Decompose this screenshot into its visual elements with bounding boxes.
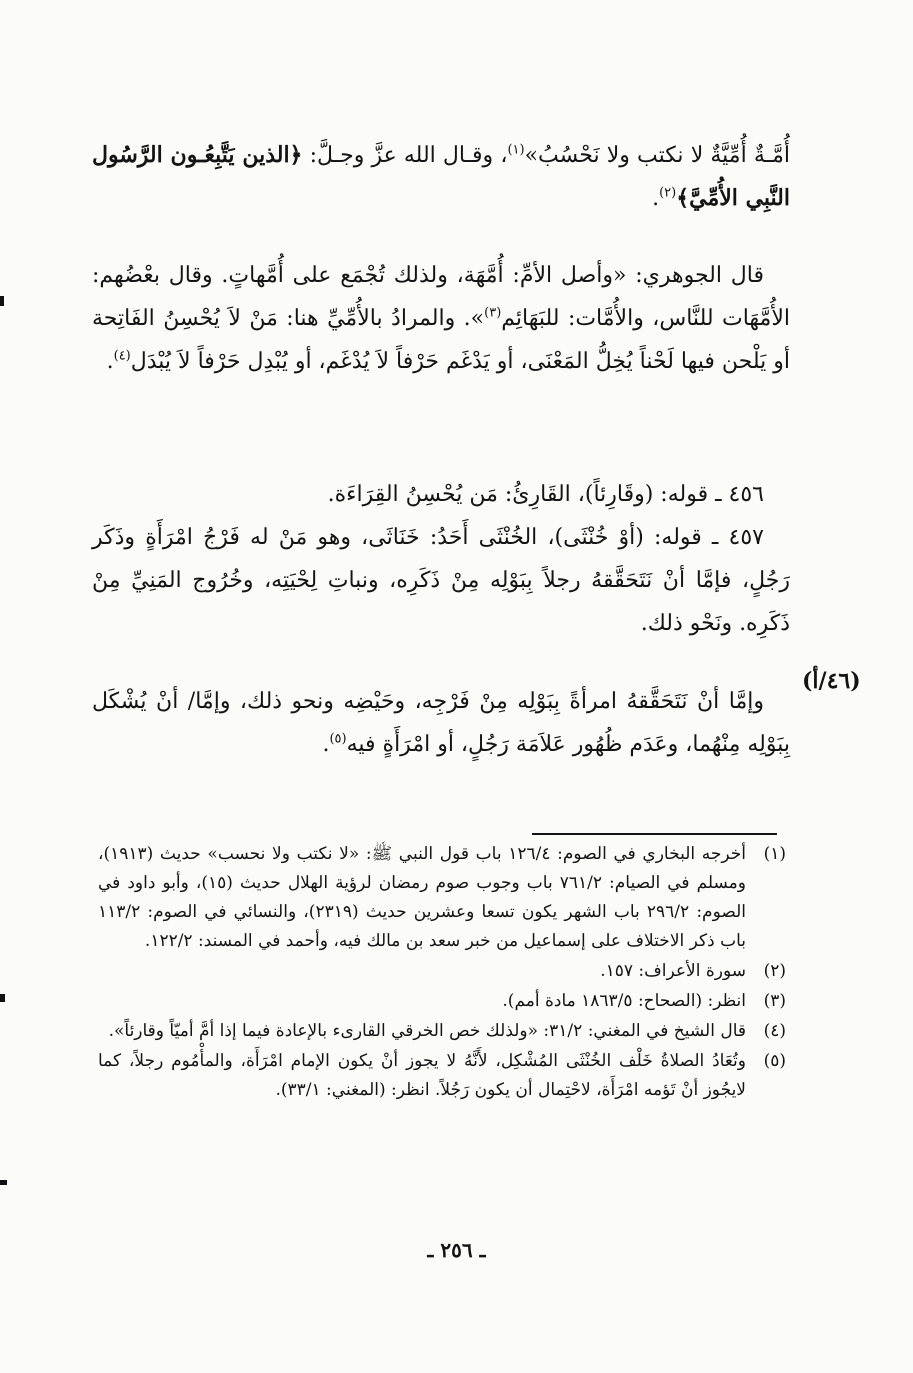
scan-mark [0, 296, 4, 306]
footnote-text: انظر: (الصحاح: ١٨٦٣/٥ مادة أمم). [502, 991, 746, 1011]
footnote-number: (٤) [763, 1021, 786, 1041]
footnote-text: سورة الأعراف: ١٥٧. [600, 961, 746, 981]
footnote-ref-5: (٥) [329, 731, 347, 747]
footnote-4 [98, 1017, 786, 1046]
paragraph-hadith-quote [92, 134, 790, 220]
footnote-number: (٥) [763, 1051, 786, 1071]
jawhari-text: قال الجوهري: «وأصل الأمِّ: أُمَّهَة، ولذلك تُجْمَع على أُمَّهاتٍ. وقال بعْضُهم: الأُمَّهَات للنَّاس، والأُمَّات: للبَهَائِم [92, 263, 790, 331]
sentence-end: . [322, 732, 330, 757]
scan-mark [0, 994, 5, 1002]
paragraph-456: ٤٥٦ ـ قوله: (وقَارِئاً)، القَارِئُ: مَن يُحْسِنُ القِرَاءَة. [327, 482, 764, 507]
quran-verse: ﴿الذين يَتَّبِعُـون الرَّسُول النَّبِي الأُمِّيَّ﴾ [92, 142, 790, 211]
transition-text: ، وقـال الله عزَّ وجـلَّ: [302, 143, 508, 168]
footnote-number: (١) [763, 844, 786, 864]
sentence-end: . [652, 186, 660, 211]
footnote-text: قال الشيخ في المغني: ٣١/٢: «ولذلك خص الخرقي القارىء بالإعادة فيما إذا أمَّ أميّاً وقارئاً». [108, 1021, 746, 1041]
paragraph-jawhari [92, 254, 790, 383]
sentence-end: . [106, 349, 114, 374]
footnote-text: وتُعَادُ الصلاةُ خَلْف الخُنْثَى المُشْكِل، لأَنَّهُ لا يجوز أنْ يكون الإمام امْرَأَة، والمأْمُوم رجلاً، كما لايجُوز أنْ تَؤمه امْرَأَة، لاحْتِمال أن يكون رَجُلاً. انظر: (المغني: ٣٣/١). [98, 1051, 746, 1100]
footnote-separator [532, 833, 777, 835]
paragraph-continuation [92, 680, 790, 766]
footnote-ref-3: (٣) [484, 305, 502, 321]
footnotes [98, 840, 786, 1106]
footnote-ref-1: (١) [507, 142, 525, 158]
footnote-ref-4: (٤) [113, 348, 131, 364]
footnote-text: أخرجه البخاري في الصوم: ١٢٦/٤ باب قول النبي ﷺ: «لا نكتب ولا نحسب» حديث (١٩١٣)، ومسلم في الصيام: ٧٦١/٢ باب وجوب صوم رمضان لرؤية الهلال حديث (١٥)، وأبو داود في الصوم: ٢٩٦/٢ باب الشهر يكون تسعا وعشرين حديث (٢٣١٩)، والنسائي في الصوم: ١١٣/٢ باب ذكر الاختلاف على إسماعيل من خبر سعد بن مالك فيه، وأحمد في المسند: ١٢٢/٢. [98, 844, 746, 951]
page-number: ـ ٢٥٦ ـ [427, 1238, 486, 1262]
footnote-5 [98, 1047, 786, 1105]
continuation-text: وإمَّا أنْ نَتَحَقَّقهُ امرأةً بِبَوْلِه مِنْ فَرْجِه، وحَيْضِه ونحو ذلك، وإمَّا/ أنْ يُشْكَل بِبَوْلِه مِنْهُما، وعَدَم ظُهُور عَلاَمَة رَجُلٍ، أو امْرَأَةٍ فيه [92, 689, 790, 757]
footnote-ref-2: (٢) [659, 185, 677, 201]
manuscript-folio-marker: (٤٦/أ) [802, 668, 861, 694]
footnote-3 [98, 987, 786, 1016]
footnote-2 [98, 957, 786, 986]
footnote-number: (٣) [763, 991, 786, 1011]
paragraph-457: ٤٥٧ ـ قوله: (أوْ خُنْثَى)، الخُنْثَى أَحَدُ: خَنَاثَى، وهو مَنْ له فَرْجُ امْرَأَةٍ وذَكَر رَجُلٍ، فإمَّا أنْ نَتَحَقَّقهُ رجلاً بِبَوْلِه مِنْ ذَكَرِه، ونباتِ لِحْيَتِه، وخُرُوج المَنِيِّ مِنْ ذَكَرِه. ونَحْو ذلك. [92, 525, 790, 636]
hadith-text: أُمَّـةٌ أُمِّيَّةٌ لا نكتب ولا نَحْسُبُ» [524, 143, 790, 168]
ummi-definition: ». والمرادُ بالأُمِّيِّ هنا: مَنْ لاَ يُحْسِنُ الفَاتِحة أو يَلْحن فيها لَحْناً يُخِلُّ المَعْنَى، أو يَدْغَم حَرْفاً لاَ يُدْغَم، أو يُبْدِل حَرْفاً لاَ يُبْدَل [92, 306, 790, 374]
scan-mark [0, 1180, 7, 1185]
footnote-1 [98, 840, 786, 956]
footnote-number: (٢) [763, 961, 786, 981]
